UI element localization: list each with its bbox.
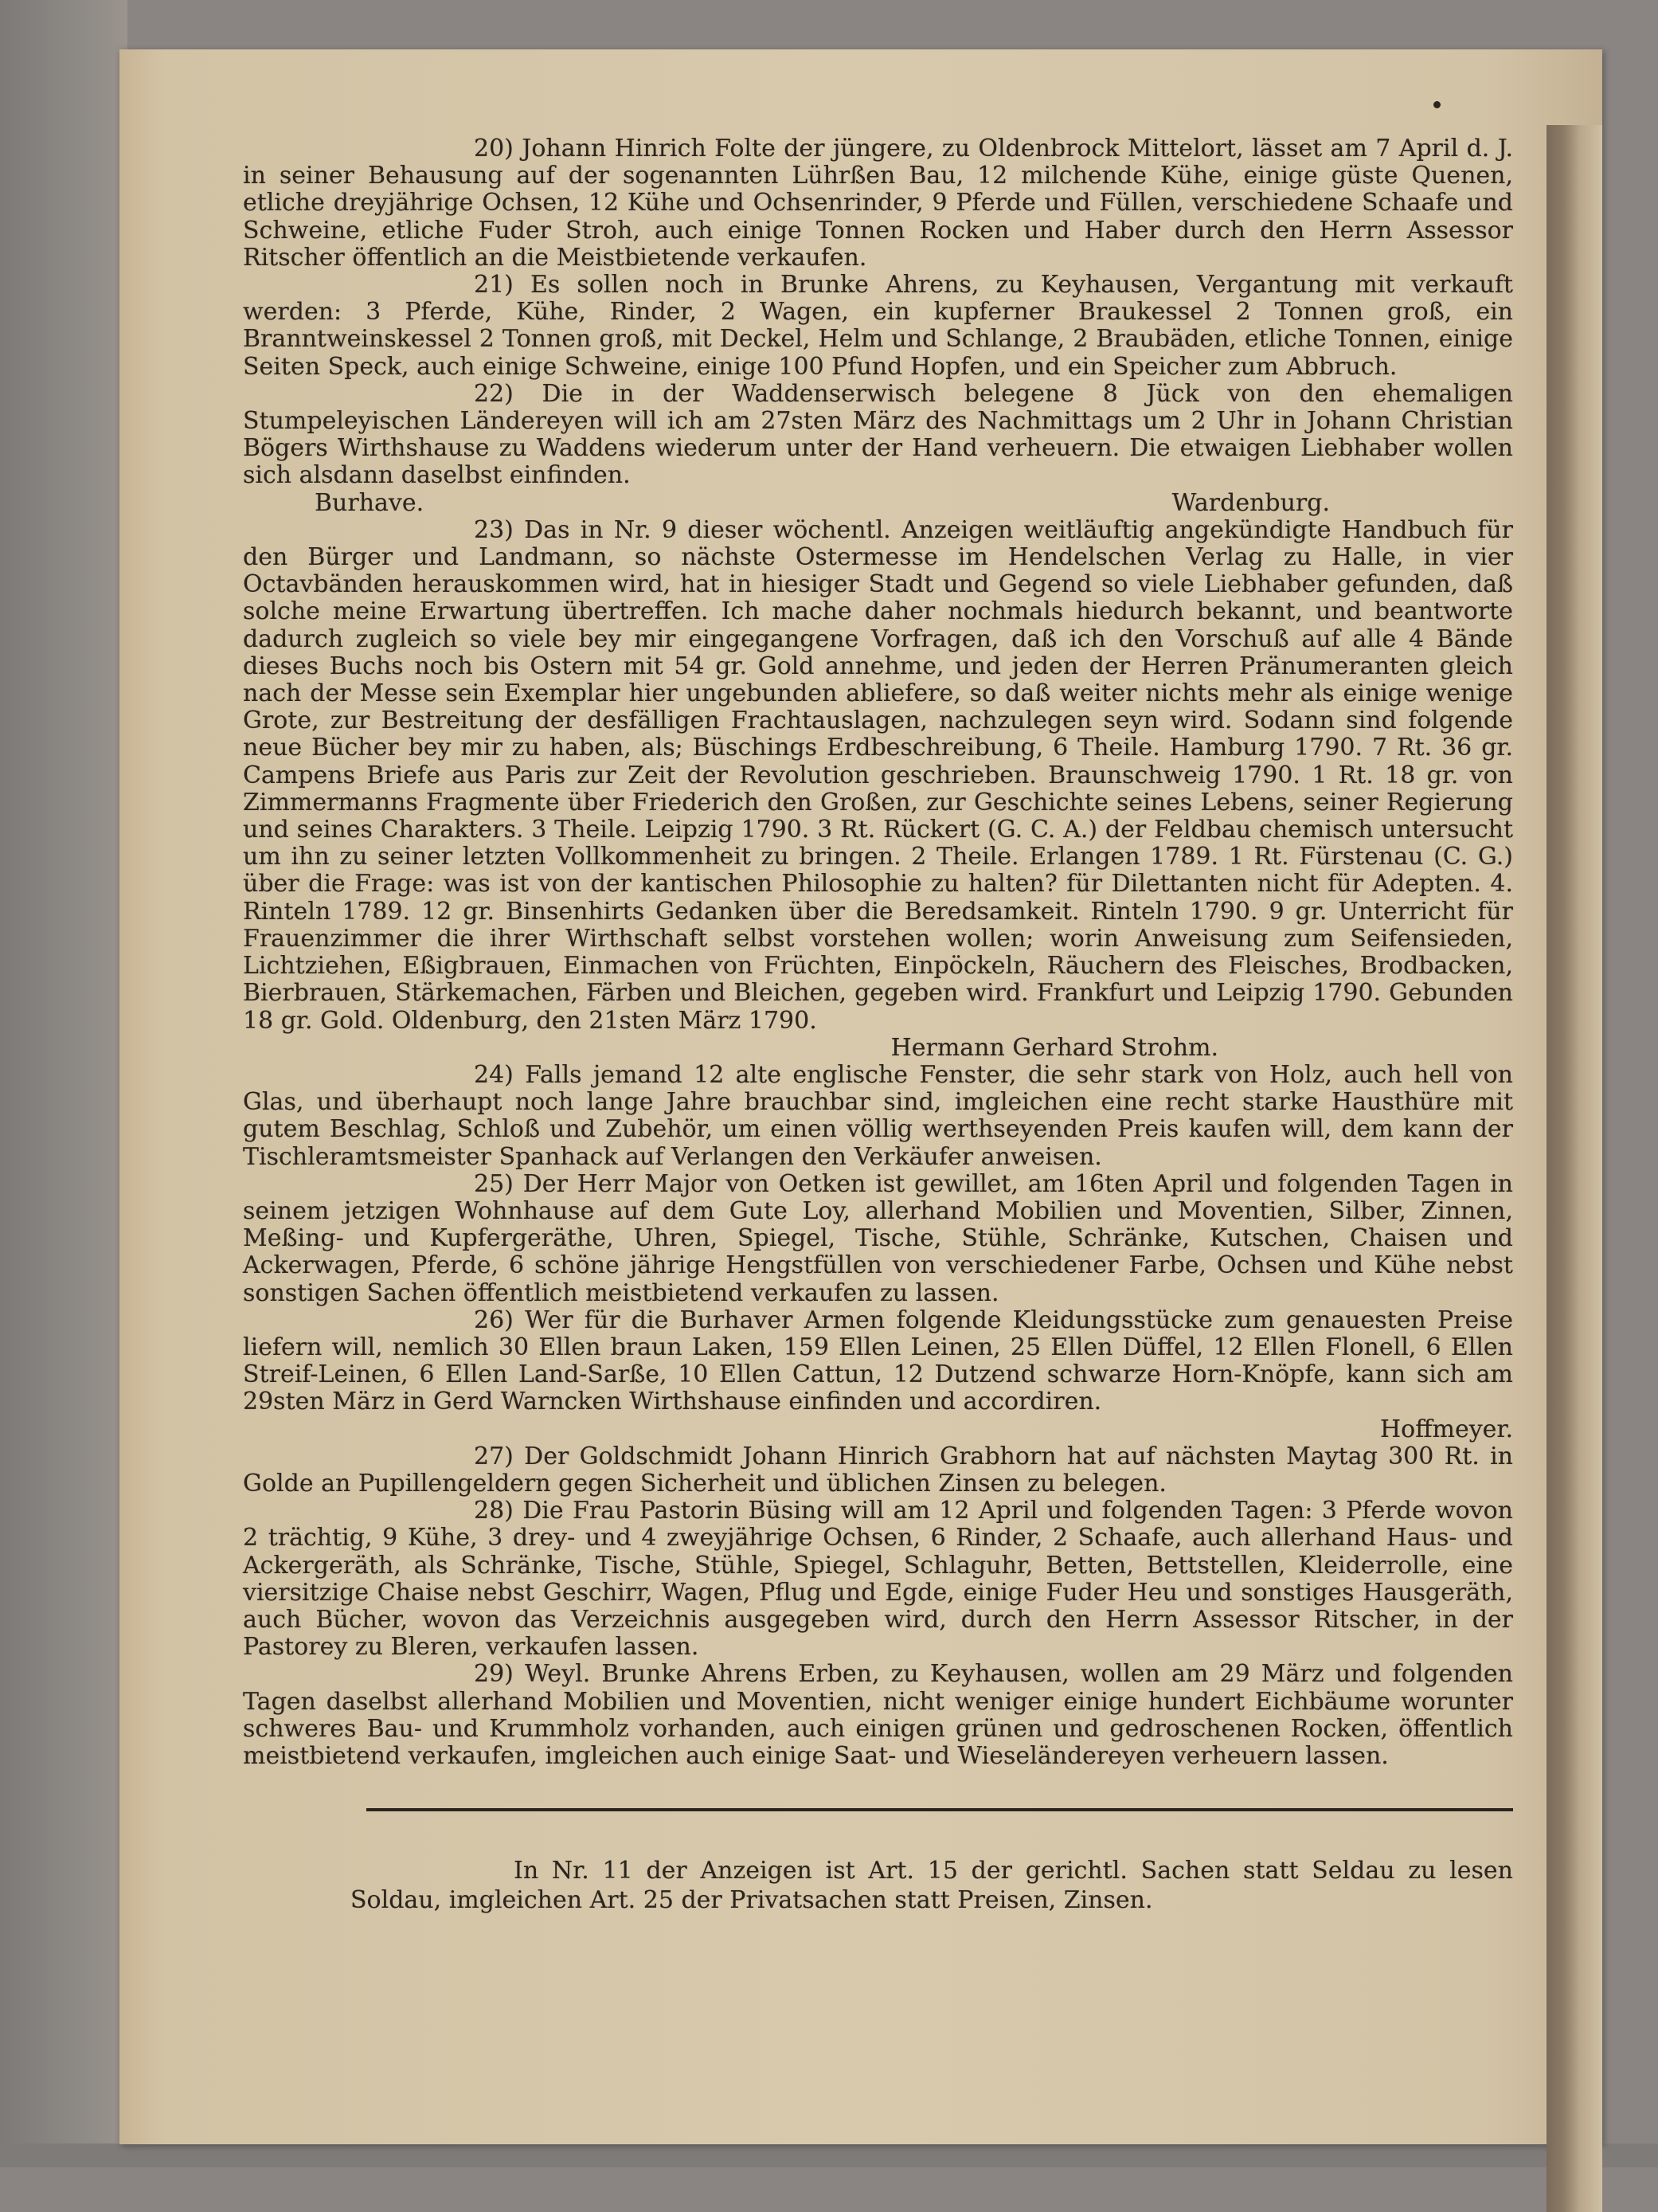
entry-29: 29) Weyl. Brunke Ahrens Erben, zu Keyhausen, wollen am 29 März und folgenden Tagen daselbst allerhand Mobilien und Moventien, nicht weniger einige hundert Eichbäume worunter schweres Bau- und Krummholz vorhanden, auch einigen grünen und gedroschenen Rocken, öffentlich meistbietend verkaufen, imgleichen auch einige Saat- und Wieseländereyen verheuern lassen. [243, 1660, 1513, 1770]
entry-22: 22) Die in der Waddenserwisch belegene 8 Jück von den ehemaligen Stumpeleyischen Ländereyen will ich am 27sten März des Nachmittags um 2 Uhr in Johann Christian Bögers Wirthshause zu Waddens wiederum unter der Hand verheuern. Die etwaigen Liebhaber wollen sich alsdann daselbst einfinden. [243, 379, 1513, 490]
entry-23: 23) Das in Nr. 9 dieser wöchentl. Anzeigen weitläuftig angekündigte Handbuch für den Bürger und Landmann, so nächste Ostermesse im Hendelschen Verlag zu Halle, in vier Octavbänden herauskommen wird, hat in hiesiger Stadt und Gegend so viele Liebhaber gefunden, daß solche meine Erwartung übertreffen. Ich mache daher nochmals hiedurch bekannt, und beantworte dadurch zugleich so viele bey mir eingegangene Vorfragen, daß ich den Vorschuß auf alle 4 Bände dieses Buchs noch bis Ostern mit 54 gr. Gold annehme, und jeden der Herren Pränumeranten gleich nach der Messe sein Exemplar hier ungebunden abliefere, so daß weiter nichts mehr als einige wenige Grote, zur Bestreitung der desfälligen Frachtauslagen, nachzulegen seyn wird. Sodann sind folgende neue Bücher bey mir zu haben, als; Büschings Erdbeschreibung, 6 Theile. Hamburg 1790. 7 Rt. 36 gr. Campens Briefe aus Paris zur Zeit der Revolution geschrieben. Braunschweig 1790. 1 Rt. 18 gr. von Zimmermanns Fragmente über Friederich den Großen, zur Geschichte seines Lebens, seiner Regierung und seines Charakters. 3 Theile. Leipzig 1790. 3 Rt. Rückert (G. C. A.) der Feldbau chemisch untersucht um ihn zu seiner letzten Vollkommenheit zu bringen. 2 Theile. Erlangen 1789. 1 Rt. Fürstenau (C. G.) über die Frage: was ist von der kantischen Philosophie zu halten? für Dilettanten nicht für Adepten. 4. Rinteln 1789. 12 gr. Binsenhirts Gedanken über die Beredsamkeit. Rinteln 1790. 9 gr. Unterricht für Frauenzimmer die ihrer Wirthschaft selbst vorstehen wollen; worin Anweisung zum Seifensieden, Lichtziehen, Eßigbrauen, Einmachen von Früchten, Einpöckeln, Räuchern des Fleisches, Brodbacken, Bierbrauen, Stärkemachen, Färben und Bleichen, gegeben wird. Frankfurt und Leipzig 1790. Gebunden 18 gr. Gold. Oldenburg, den 21sten März 1790. [243, 515, 1513, 1035]
entry-22-signature [243, 490, 1513, 517]
entry-26: 26) Wer für die Burhaver Armen folgende Kleidungsstücke zum genauesten Preise liefern will, nemlich 30 Ellen braun Laken, 159 Ellen Leinen, 25 Ellen Düffel, 12 Ellen Flonell, 6 Ellen Streif-Leinen, 6 Ellen Land-Sarße, 10 Ellen Cattun, 12 Dutzend schwarze Horn-Knöpfe, kann sich am 29sten März in Gerd Warncken Wirthshause einfinden und accordiren. [243, 1306, 1513, 1416]
page-edge-right [1547, 125, 1602, 2212]
section-divider [366, 1808, 1513, 1811]
entry-22-signature-right: Wardenburg. [1171, 488, 1330, 517]
book-shadow-bottom [0, 2143, 1658, 2167]
entry-27: 27) Der Goldschmidt Johann Hinrich Grabhorn hat auf nächsten Maytag 300 Rt. in Golde an Pupillengeldern gegen Sicherheit und üblichen Zinsen zu belegen. [243, 1442, 1513, 1498]
entry-28: 28) Die Frau Pastorin Büsing will am 12 April und folgenden Tagen: 3 Pferde wovon 2 trächtig, 9 Kühe, 3 drey- und 4 zweyjährige Ochsen, 6 Rinder, 2 Schaafe, auch allerhand Haus- und Ackergeräth, als Schränke, Tische, Stühle, Spiegel, Schlaguhr, Betten, Bettstellen, Kleiderrolle, eine viersitzige Chaise nebst Geschirr, Wagen, Pflug und Egde, einige Fuder Heu und sonstiges Hausgeräth, auch Bücher, wovon das Verzeichnis ausgegeben wird, durch den Herrn Assessor Ritscher, in der Pastorey zu Bleren, verkaufen lassen. [243, 1497, 1513, 1662]
entry-21: 21) Es sollen noch in Brunke Ahrens, zu Keyhausen, Vergantung mit verkauft werden: 3 Pferde, Kühe, Rinder, 2 Wagen, ein kupferner Braukessel 2 Tonnen groß, ein Branntweinskessel 2 Tonnen groß, mit Deckel, Helm und Schlange, 2 Braubäden, etliche Tonnen, einige Seiten Speck, auch einige Schweine, einige 100 Pfund Hopfen, und ein Speicher zum Abbruch. [243, 271, 1513, 381]
entry-25: 25) Der Herr Major von Oetken ist gewillet, am 16ten April und folgenden Tagen in seinem jetzigen Wohnhause auf dem Gute Loy, allerhand Mobilien und Moventien, Silber, Zinnen, Meßing- und Kupfergeräthe, Uhren, Spiegel, Tische, Stühle, Schränke, Kutschen, Chaisen und Ackerwagen, Pferde, 6 schöne jährige Hengstfüllen von verschiedener Farbe, Ochsen und Kühe nebst sonstigen Sachen öffentlich meistbietend verkaufen zu lassen. [243, 1169, 1513, 1307]
correction-note: In Nr. 11 der Anzeigen ist Art. 15 der gerichtl. Sachen statt Seldau zu lesen Soldau, imgleichen Art. 25 der Privatsachen statt Preisen, Zinsen. [350, 1857, 1513, 1914]
entry-23-signature: Hermann Gerhard Strohm. [890, 1033, 1218, 1062]
entry-24: 24) Falls jemand 12 alte englische Fenster, die sehr stark von Holz, auch hell von Glas, und überhaupt noch lange Jahre brauchbar sind, imgleichen eine recht starke Hausthüre mit gutem Beschlag, Schloß und Zubehör, um einen völlig werthseyenden Preis kaufen will, dem kann der Tischleramtsmeister Spanhack auf Verlangen den Verkäufer anweisen. [243, 1060, 1513, 1171]
entry-26-signature: Hoffmeyer. [1379, 1415, 1513, 1443]
page-mark-dot [1433, 101, 1441, 108]
entry-20: 20) Johann Hinrich Folte der jüngere, zu Oldenbrock Mittelort, lässet am 7 April d. J. in seiner Behausung auf der sogenannten Lührßen Bau, 12 milchende Kühe, einige güste Quenen, etliche dreyjährige Ochsen, 12 Kühe und Ochsenrinder, 9 Pferde und Füllen, verschiedene Schaafe und Schweine, etliche Fuder Stroh, auch einige Tonnen Rocken und Haber durch den Herrn Assessor Ritscher öffentlich an die Meistbietende verkaufen. [243, 135, 1513, 272]
document-body [243, 135, 1513, 1770]
entry-22-signature-left: Burhave. [315, 488, 424, 517]
book-shadow-left [0, 0, 127, 2167]
